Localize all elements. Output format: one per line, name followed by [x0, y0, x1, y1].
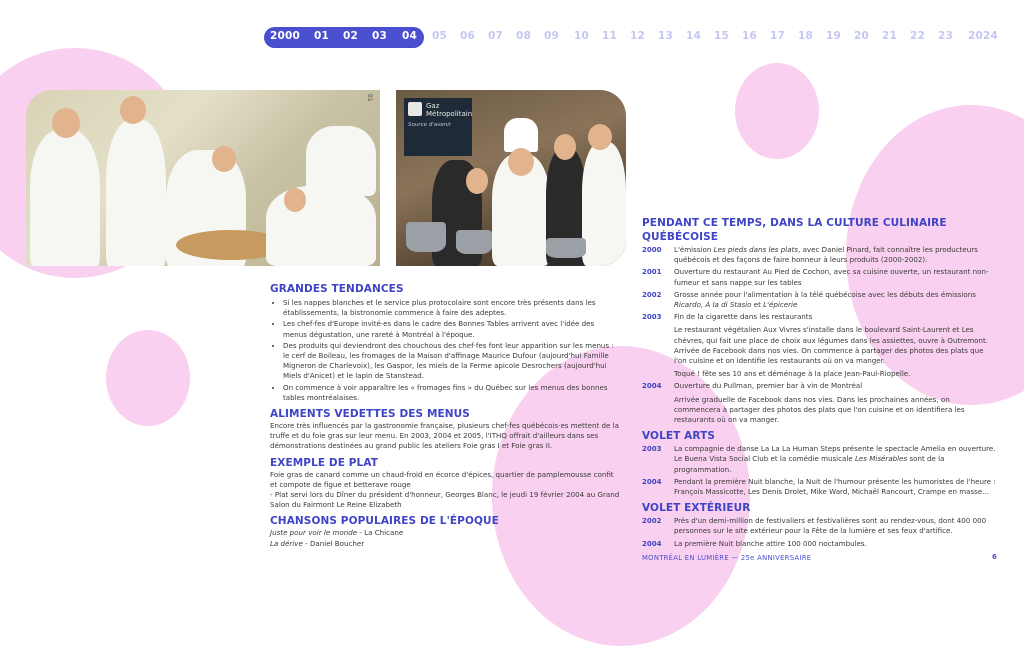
song-line — [270, 539, 620, 549]
song-title: Juste pour voir le monde — [270, 528, 358, 538]
right-column — [642, 216, 997, 553]
timeline-year[interactable]: 21 — [882, 30, 898, 42]
timeline-year[interactable]: 13 — [658, 30, 674, 42]
entry-year: 2003 — [642, 445, 662, 454]
section-title: GRANDES TENDANCES — [270, 283, 404, 295]
entry-year: 2002 — [642, 290, 662, 299]
cooking-pot — [546, 238, 586, 258]
timeline-year[interactable]: 02 — [343, 30, 359, 42]
section-aliments — [270, 407, 620, 452]
entry-year: 2000 — [642, 246, 662, 254]
cooking-pot — [456, 230, 492, 254]
chef-figure — [306, 126, 376, 196]
chef-figure — [266, 186, 376, 266]
timeline-year[interactable]: 23 — [938, 30, 954, 42]
section-title: VOLET EXTÉRIEUR — [642, 502, 751, 515]
timeline-year[interactable]: 01 — [314, 30, 330, 42]
entry-year: 2004 — [642, 382, 662, 391]
section-volet-exterieur — [642, 501, 997, 549]
section-chansons — [270, 514, 620, 548]
section-title: PENDANT CE TEMPS, DANS LA CULTURE CULINAIRE QUÉBÉCOISE — [642, 217, 947, 243]
timeline-year[interactable]: 2024 — [968, 30, 999, 42]
section-title: CHANSONS POPULAIRES DE L'ÉPOQUE — [270, 515, 499, 528]
timeline-year[interactable]: 18 — [798, 30, 814, 42]
timeline-entry — [642, 312, 997, 379]
page-number: 6 — [992, 553, 997, 561]
entry-text: Fin de la cigarette dans les restaurants Le restaurant végétalien Aux Vivres s'installe dans le boulevard Saint-Laurent et Les chèvres, qui fait une place de choix aux légumes dans les assiettes, ouvre à Outremont. Arrivée de Facebook dans nos vies. On commence à partager des photos des plats que l'on cuisine et on identifie les restaurants où on va manger. Toqué ! fête ses 10 ans et déménage à la place Jean-Paul-Riopelle. — [674, 312, 989, 379]
timeline-entry — [642, 477, 997, 497]
section-exemple-plat — [270, 456, 620, 511]
sign-title: Gaz Métropolitain — [426, 102, 473, 118]
paragraph: - Plat servi lors du Dîner du président d'honneur, Georges Blanc, le jeudi 19 février 2004 au Grand Salon du Fairmont Le Reine Elizabeth — [270, 490, 620, 510]
song-artist: - La Chicane — [357, 528, 404, 538]
trends-list — [270, 298, 620, 403]
photo-chefs-cooking — [396, 90, 626, 266]
chef-toque — [504, 118, 538, 152]
section-title: ALIMENTS VEDETTES DES MENUS — [270, 408, 470, 421]
chef-face — [120, 96, 146, 124]
section-volet-arts — [642, 429, 997, 497]
timeline-year[interactable]: 22 — [910, 30, 926, 42]
timeline-year[interactable]: 07 — [488, 30, 504, 42]
chef-figure — [30, 130, 100, 266]
entry-year: 2004 — [642, 477, 662, 486]
timeline-entry — [642, 539, 997, 549]
section-grandes-tendances — [270, 282, 620, 403]
sign-slogan: Source d'avenir — [408, 122, 452, 128]
paragraph: Encore très influencés par la gastronomie française, plusieurs chef·fes québécois·es mettent de la truffe et du foie gras sur leur menu. En 2003, 2004 et 2005, l'ITHQ offrait d'ailleurs dans ses démonstrations destinées au grand public les ateliers Foie gras I et Foie gras II. — [270, 421, 619, 451]
chef-figure — [582, 142, 626, 266]
gaz-metropolitain-sign — [404, 98, 472, 156]
timeline-entry — [642, 444, 997, 475]
timeline-year[interactable]: 20 — [854, 30, 870, 42]
song-artist: - Daniel Boucher — [302, 538, 365, 548]
decorative-blob — [106, 330, 190, 426]
section-culture-culinaire — [642, 216, 997, 425]
photo-number: 01 — [366, 94, 373, 102]
section-title: EXEMPLE DE PLAT — [270, 456, 379, 469]
timeline-year[interactable]: 17 — [770, 30, 786, 42]
timeline-entry — [642, 267, 997, 287]
decorative-blob — [735, 63, 819, 159]
timeline-year[interactable]: 04 — [402, 30, 418, 42]
entry-text: Près d'un demi-million de festivaliers et festivalières sont au rendez-vous, dont 400 000 personnes sur le site extérieur pour la Fête de la lumière et ses feux d'artifice. — [674, 516, 987, 536]
song-title: La dérive — [270, 538, 303, 548]
entry-text: Ouverture du restaurant Au Pied de Cochon, avec sa cuisine ouverte, un restaurant non-fumeur et sans nappe sur les tables — [674, 267, 989, 287]
cooking-pot — [406, 222, 446, 252]
entry-text: L'émission Les pieds dans les plats, avec Daniel Pinard, fait connaître les producteurs québécois et des façons de faire honneur à leurs produits (2000-2002). — [674, 245, 978, 265]
entry-text: Pendant la première Nuit blanche, la Nuit de l'humour présente les humoristes de l'heure : François Massicotte, Les Denis Drolet, Mike Ward, Michaël Rancourt, Crampe en masse... — [674, 476, 996, 497]
photo-chefs-plating — [26, 90, 380, 266]
chef-face — [52, 108, 80, 138]
timeline-year[interactable]: 08 — [516, 30, 532, 42]
entry-text: Ouverture du Pullman, premier bar à vin de Montréal Arrivée graduelle de Facebook dans nos vies. Dans les prochaines années, on commencera à partager des photos des plats que l'on cuisine et on identifiera les restaurants où on va manger. — [674, 381, 965, 425]
entry-text: La première Nuit blanche attire 100 000 noctambules. — [674, 538, 867, 548]
timeline-year[interactable]: 06 — [460, 30, 476, 42]
entry-year: 2001 — [642, 268, 662, 277]
person-face — [554, 134, 576, 160]
timeline-year[interactable]: 10 — [574, 30, 590, 42]
chef-face — [508, 148, 534, 176]
chef-face — [212, 146, 236, 172]
timeline-year[interactable]: 15 — [714, 30, 730, 42]
left-column — [270, 282, 620, 553]
timeline-year[interactable]: 2000 — [270, 30, 301, 42]
flame-logo-icon — [408, 102, 422, 116]
entry-year: 2003 — [642, 313, 662, 322]
list-item: • Les chef·fes d'Europe invité·es dans le cadre des Bonnes Tables arrivent avec l'idée des menus dégustation, une rareté à Montréal à l'époque. — [283, 319, 620, 339]
list-item: • On commence à voir apparaître les « fromages fins » du Québec sur les menus des bonnes tables montréalaises. — [283, 383, 620, 403]
section-title: VOLET ARTS — [642, 430, 716, 443]
entry-text: Grosse année pour l'alimentation à la télé québécoise avec les débuts des émissions Ricardo, À la di Stasio et L'épicerie — [674, 289, 976, 310]
chef-face — [284, 188, 306, 212]
timeline-year[interactable]: 12 — [630, 30, 646, 42]
entry-year: 2002 — [642, 517, 662, 526]
song-line — [270, 528, 620, 538]
timeline-entry — [642, 290, 997, 310]
person-face — [588, 124, 612, 150]
timeline-year[interactable]: 14 — [686, 30, 702, 42]
timeline-entry — [642, 381, 997, 425]
timeline-year[interactable]: 03 — [372, 30, 388, 42]
entry-text: La compagnie de danse La La La Human Steps présente le spectacle Amelia en ouverture. Le Buena Vista Social Club et la comédie musicale Les Misérables sont de la programmation. — [674, 444, 996, 474]
timeline-year[interactable]: 11 — [602, 30, 618, 42]
timeline-year[interactable]: 16 — [742, 30, 758, 42]
timeline-year[interactable]: 19 — [826, 30, 842, 42]
footer-text: MONTRÉAL EN LUMIÈRE — 25e ANNIVERSAIRE — [642, 554, 812, 562]
timeline-entry — [642, 245, 997, 265]
entry-year: 2004 — [642, 539, 662, 548]
person-face — [466, 168, 488, 194]
chef-figure — [106, 120, 166, 266]
list-item: • Si les nappes blanches et le service plus protocolaire sont encore très présents dans les établissements, la bistronomie commence à faire des adeptes. — [283, 298, 620, 318]
timeline-year[interactable]: 09 — [544, 30, 560, 42]
list-item: • Des produits qui deviendront des chouchous des chef·fes font leur apparition sur les menus : le cerf de Boileau, les fromages de la Maison d'affinage Maurice Dufour (aujourd'hui Famille Migneron de Charlevoix), les Gaspor, les miels de la Ferme apicole Desrochers (aujourd'hui Miels d'Anicet) et le lapin de Stanstead. — [283, 341, 620, 382]
paragraph: Foie gras de canard comme un chaud-froid en écorce d'épices, quartier de pamplemousse confit et compote de figue et betterave rouge — [270, 469, 614, 489]
timeline-year[interactable]: 05 — [432, 30, 448, 42]
timeline-entry — [642, 516, 997, 536]
